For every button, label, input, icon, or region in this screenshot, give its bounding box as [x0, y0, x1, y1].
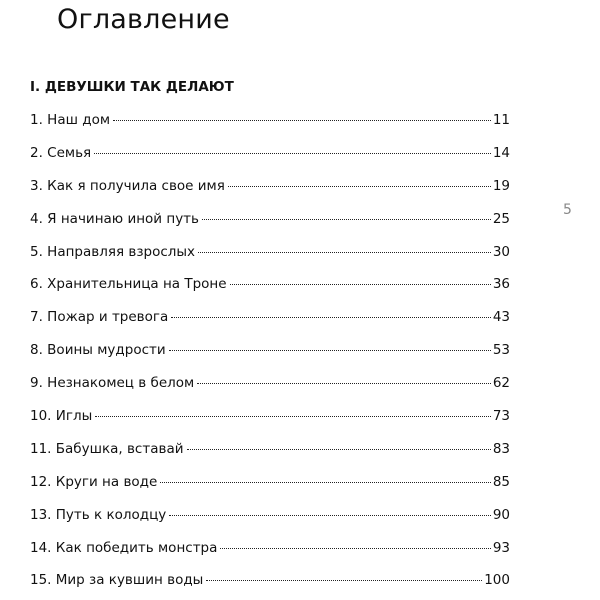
dot-leader — [95, 416, 491, 417]
toc-entry[interactable] — [30, 211, 510, 244]
toc-entry-page: 43 — [492, 309, 510, 326]
dot-leader — [202, 219, 491, 220]
toc-entry-title: 7. Пожар и тревога — [30, 309, 169, 326]
toc-entry[interactable] — [30, 408, 510, 441]
section-heading: I. ДЕВУШКИ ТАК ДЕЛАЮТ — [30, 79, 234, 95]
dot-leader — [160, 482, 491, 483]
dot-leader — [94, 153, 491, 154]
toc-entry-title: 2. Семья — [30, 144, 92, 161]
dot-leader — [228, 186, 491, 187]
toc-entry[interactable] — [30, 244, 510, 277]
toc-entry[interactable] — [30, 441, 510, 474]
toc-entry-title: 11. Бабушка, вставай — [30, 440, 184, 457]
toc-entry[interactable] — [30, 309, 510, 342]
dot-leader — [169, 515, 491, 516]
page-title: Оглавление — [57, 4, 230, 35]
toc-entry-title: 4. Я начинаю иной путь — [30, 210, 200, 227]
toc-entry[interactable] — [30, 145, 510, 178]
toc-entry-page: 36 — [492, 276, 510, 293]
toc-entry-title: 14. Как победить монстра — [30, 539, 218, 556]
toc-entry-page: 93 — [492, 539, 510, 556]
toc-entry-page: 19 — [492, 177, 510, 194]
toc-entry-title: 6. Хранительница на Троне — [30, 276, 227, 293]
toc-entry-page: 73 — [492, 408, 510, 425]
dot-leader — [171, 317, 491, 318]
toc-entry[interactable] — [30, 474, 510, 507]
toc-entry-title: 1. Наш дом — [30, 112, 111, 128]
dot-leader — [187, 449, 491, 450]
toc-entry-title: 13. Путь к колодцу — [30, 506, 167, 523]
toc-entry[interactable] — [30, 540, 510, 573]
toc-entry-page: 53 — [492, 342, 510, 359]
toc-entry[interactable] — [30, 342, 510, 375]
toc-entry[interactable] — [30, 178, 510, 211]
toc-entry[interactable] — [30, 276, 510, 309]
toc-entry-title: 9. Незнакомец в белом — [30, 375, 195, 392]
toc-entry-page: 100 — [484, 572, 510, 589]
toc-entry[interactable] — [30, 572, 510, 600]
toc-entry-title: 10. Иглы — [30, 408, 93, 425]
dot-leader — [206, 580, 482, 581]
toc-entry-page: 14 — [492, 144, 510, 161]
toc-entry-page: 11 — [492, 112, 510, 128]
toc-entry-title: 15. Мир за кувшин воды — [30, 572, 204, 589]
dot-leader — [198, 252, 491, 253]
toc-entry-page: 30 — [492, 243, 510, 260]
toc-entry-page: 62 — [492, 375, 510, 392]
dot-leader — [169, 350, 491, 351]
toc-entry-page: 25 — [492, 210, 510, 227]
toc-entry[interactable] — [30, 375, 510, 408]
dot-leader — [220, 548, 490, 549]
dot-leader — [197, 383, 491, 384]
toc-entry-title: 8. Воины мудрости — [30, 342, 166, 359]
toc-entry[interactable] — [30, 112, 510, 145]
toc-entry-title: 3. Как я получила свое имя — [30, 177, 225, 194]
toc-list — [30, 112, 510, 600]
toc-entry-page: 85 — [492, 473, 510, 490]
dot-leader — [230, 284, 491, 285]
dot-leader — [113, 120, 491, 121]
toc-entry[interactable] — [30, 507, 510, 540]
toc-entry-page: 83 — [492, 440, 510, 457]
toc-entry-title: 12. Круги на воде — [30, 473, 158, 490]
toc-entry-page: 90 — [492, 506, 510, 523]
toc-entry-title: 5. Направляя взрослых — [30, 243, 196, 260]
page-number: 5 — [563, 202, 572, 218]
